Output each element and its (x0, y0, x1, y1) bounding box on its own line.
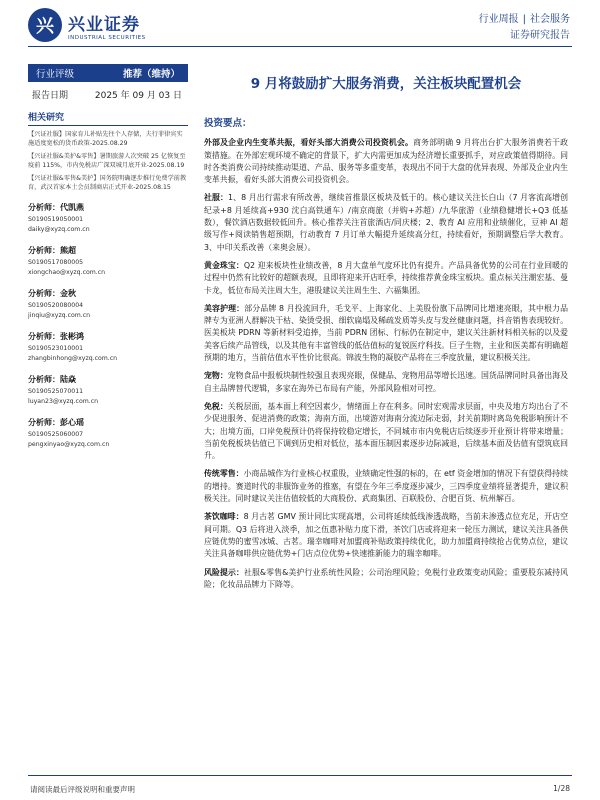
main-content (204, 118, 568, 597)
paragraph-text: 1、8 月出行需求有所改善，继续首推景区板块及低于的。核心建议关注长白山（7 月客流高增创纪录+8 月延续高+930 沈白高铁通车）/南京商旅（并购+苏超）/九华旅游（业绩稳健增长+Q3 低基数），餐饮酒店数据较低回升。核心推荐关注首旅酒店/同庆楼；2、教育 AI 应用和业绩催化，豆神 AI 超级写作+阅读销售超预期，行动教育 7 月订单大幅提升延续高分红，持续看好，预期调整后学大教育。3、中印关系改善（来奥会展）。 (204, 193, 568, 252)
logo-name-cn: 兴业证券 (68, 14, 140, 35)
paragraph-text: 小商品城作为行业核心权重股，业绩确定性强的标的，在 etf 资金增加的情况下有望获得持续的增持。赛道时代的非服饰业务的推塞，有望在今年三季度逐步减少，三四季度业绩将显著提升，建议积极关注。同时建议关注估值较低的大商股份、武商集团、百联股份、合肥百货、杭州解百。 (204, 469, 568, 504)
report-date-value: 2025 年 09 月 03 日 (94, 91, 182, 101)
paragraph (204, 468, 568, 505)
rating-bar (28, 64, 188, 82)
analyst-id: S0190523010001 (28, 345, 84, 352)
report-subtitle: 证券研究报告 (510, 30, 570, 41)
analyst-email[interactable]: xiongchao@xyzq.com.cn (28, 269, 106, 276)
analyst-name: 分析师：代凯燕 (28, 203, 84, 212)
paragraph-text: 商务部明确 9 月将出台扩大服务消费若干政策措施。在外部宏观环境不确定的背景下，扩大内需更加成为经济增长重要抓手，对应政策值得期待。同时各类消费公司持续推动渠道、产品、服务等多重变革，表现出不同于大盘的优异表现、外部及企业内生变革共振，看好头部大消费公司投资机会。 (204, 138, 568, 185)
paragraph (204, 260, 568, 297)
analyst-name: 分析师：彭心瑶 (28, 418, 84, 427)
paragraph-lead: 美容护理： (204, 303, 245, 313)
analyst-card (28, 289, 188, 321)
report-type: 行业周报 (478, 14, 519, 25)
paragraph (204, 511, 568, 560)
paragraph-text: Q2 迎来板块性业绩改善，8 月大盘单气度环比仍有提升。产品具备优势的公司在行业回暖的过程中仍然有比较好的超额表现，且即将迎来开店旺季，持续推荐黄金珠宝板块。重点标关注潮宏基、曼卡龙，低位布局关注周大生，港股建议关注周生生、六福集团。 (204, 260, 568, 295)
paragraph-text: 部分品牌 8 月投流回升，毛戈平、上海家化、上美股份旗下品牌同比增速亮眼，其中根力品牌专为亚洲人群解决干枯、染烫受损、细软扁塌及稀疏发质等头皮与发丝健康问题，抖音销售表现较好。医美板块 PDRN 等新材料受追捧，当前 PDRN 团标、行标仍在制定中，建议关注新材料相关标的以及爱美客后续产品管线，以及其他有丰富管线的低估值标的复锐医疗科技。巨子生物，主业和医美都有明确超预期的地方，当前估值水平性价比很高。锦波生物的凝胶产品将在三季度放量，建议积极关注。 (204, 303, 568, 363)
paragraph-lead: 传统零售： (204, 469, 244, 479)
analyst-email[interactable]: zhangbinhong@xyzq.com.cn (28, 355, 118, 362)
analyst-name: 分析师：陆焱 (28, 375, 76, 384)
analyst-card (28, 418, 188, 450)
logo-emblem-icon: 兴 (28, 8, 62, 42)
paragraph-lead: 社服： (204, 193, 228, 203)
report-date-label: 报告日期 (32, 91, 69, 101)
paragraph-text: 关税层面，基本面上利空因素少，情绪面上存在利多。同时宏观需求层面，中央及地方均出台了不少促进服务、促进消费的政策；海南方面，出境游对海南分流边际走弱，封关前期时离岛免税影响预计不大；出境方面，口岸免税预计仍将保持较稳定增长，不同城市市内免税店后续逐步开业预计将带来增量；当前免税板块估值已下调到历史相对低位，基本面压制因素逐步边际减退，后续基本面及估值有望筑底回升。 (204, 401, 568, 461)
header-info: 行业周报 | 社会服务 证券研究报告 (479, 12, 570, 44)
analyst-id: S0190525070011 (28, 388, 84, 395)
related-report-link[interactable]: 【兴证社服】国家育儿补贴先往个人存储，夫行菲律宾实施适度宽松的货币政策-2025.08.29 (28, 131, 183, 147)
analyst-id: S0190525060007 (28, 431, 84, 438)
paragraph (204, 137, 568, 186)
analyst-email[interactable]: daiky@xyzq.com.cn (28, 226, 90, 233)
analyst-email[interactable]: luyan23@xyzq.com.cn (28, 398, 99, 405)
paragraph-lead: 茶饮咖啡： (204, 512, 244, 522)
paragraph-text: 8 月古茗 GMV 预计同比实现高增，公司将延续低线渗透战略，当前未渗透点位充足，开店空间可期。Q3 后将进入淡季，加之伍惠补贴力度下滑，茶饮门店或将迎来一轮压力测试，建议关注具备供应链优势的蜜雪冰城、古茗。瑞幸咖啡对加盟商补贴政策持续优化，助力加盟商持续抢占优势点位，建议关注具备咖啡供应链优势+门店点位优势+快速推新能力的瑞幸咖啡。 (204, 512, 568, 559)
rating-value: 推荐（维持） (122, 69, 180, 80)
footer-divider (28, 775, 572, 776)
analyst-card (28, 246, 188, 278)
report-title: 9 月将鼓励扩大服务消费，关注板块配置机会 (250, 76, 522, 92)
page-number: 1/28 (553, 784, 570, 793)
analyst-id: S0190519050001 (28, 216, 84, 223)
sidebar (28, 110, 188, 450)
paragraph (204, 370, 568, 395)
related-report-link[interactable]: 【兴证社服&美护&零售】暑期旅游人次突破 25 亿恢复至疫前 115%，市内免税店广深双城月底开业-2025.08.19 (28, 153, 186, 169)
paragraph (204, 303, 568, 364)
analyst-id: S0190517080005 (28, 259, 84, 266)
analyst-name: 分析师：金秋 (28, 289, 76, 298)
paragraph (204, 567, 568, 592)
paragraph-lead: 黄金珠宝： (204, 260, 244, 270)
paragraph-text: 宠物食品中报板块制性较强且表现亮眼，保健品、宠物用品等增长迅速。国货品牌同时具备出海及自主品牌替代逻辑，多家在海外已布局有产能，外部风险相对可控。 (204, 371, 568, 393)
paragraph-text: 社服&零售&美护行业系统性风险；公司治理风险；免税行业政策变动风险；重要股东减持风险；化妆品品牌力下降等。 (204, 567, 568, 589)
rating-label: 行业评级 (36, 69, 75, 80)
paragraph (204, 192, 568, 253)
analyst-card (28, 375, 188, 407)
analyst-name: 分析师：熊超 (28, 246, 76, 255)
sector-name: 社会服务 (530, 14, 570, 25)
paragraph-lead: 宠物： (204, 371, 228, 381)
paragraph-lead: 风险提示： (204, 567, 244, 577)
key-points-heading: 投资要点： (204, 118, 252, 129)
related-research-heading: 相关研究 (28, 110, 188, 126)
report-date (32, 88, 182, 101)
analyst-email[interactable]: pengxinyao@xyzq.com.cn (28, 441, 110, 448)
paragraph-lead: 外部及企业内生变革共振，看好头部大消费公司投资机会。 (204, 138, 414, 148)
footer-disclaimer[interactable]: 请阅读最后评级说明和重要声明 (30, 785, 135, 794)
analyst-card (28, 332, 188, 364)
analyst-email[interactable]: jinqiu@xyzq.com.cn (28, 312, 91, 319)
analyst-id: S0190520080004 (28, 302, 84, 309)
logo-name-en: INDUSTRIAL SECURITIES (68, 34, 146, 41)
analyst-card (28, 203, 188, 235)
analyst-name: 分析师：张彬鸿 (28, 332, 84, 341)
header-divider (28, 46, 572, 47)
paragraph-lead: 免税： (204, 401, 228, 411)
company-logo (28, 8, 146, 42)
paragraph (204, 401, 568, 462)
related-report-link[interactable]: 【兴证社服&零售&美护】国务院明确逐步推行免费学前教育，武汉首家本土会员制商店正式开业-2025.08.15 (28, 175, 187, 191)
